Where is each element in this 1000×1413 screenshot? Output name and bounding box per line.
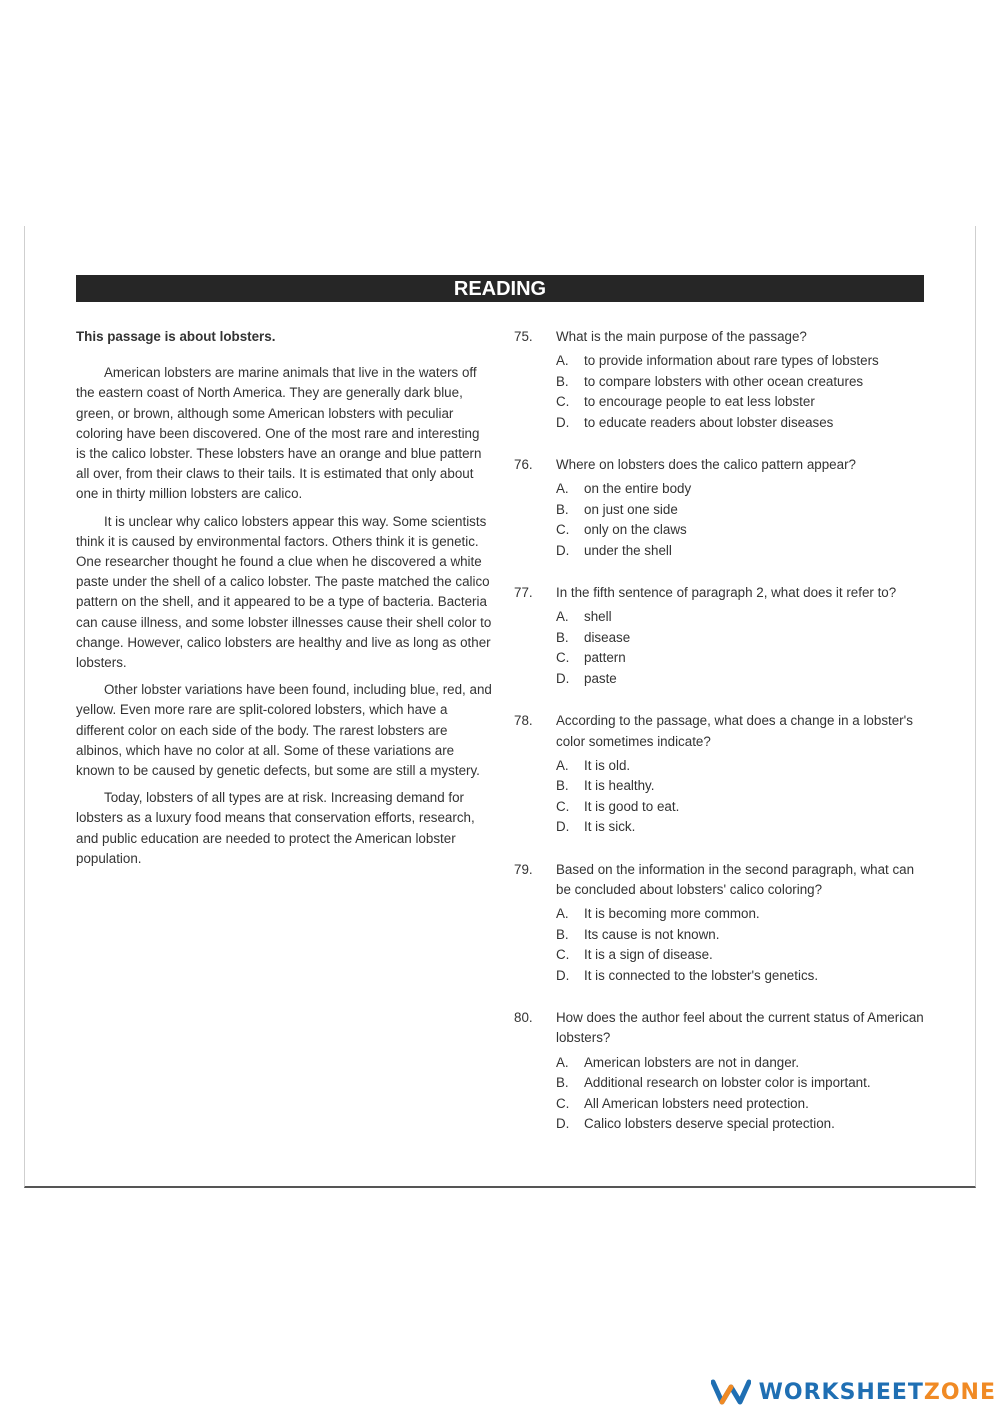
option-letter: B.	[556, 778, 569, 794]
option-letter: A.	[556, 757, 569, 773]
option-letter: D.	[556, 1116, 570, 1131]
answer-option[interactable]	[514, 520, 924, 540]
option-letter: C.	[556, 1095, 570, 1111]
answer-option[interactable]	[514, 776, 924, 796]
option-text: American lobsters are not in danger.	[584, 1054, 800, 1070]
question-80	[514, 1008, 924, 1134]
option-text: It is good to eat.	[584, 798, 680, 814]
question-76	[514, 455, 924, 561]
option-text: to compare lobsters with other ocean creatures	[584, 373, 864, 389]
answer-option[interactable]	[514, 628, 924, 648]
answer-option[interactable]	[514, 351, 924, 371]
question-number: 77.	[514, 585, 533, 601]
question-78	[514, 711, 924, 837]
answer-option[interactable]	[514, 817, 924, 837]
option-letter: B.	[556, 926, 569, 942]
option-letter: C.	[556, 394, 570, 410]
option-letter: D.	[556, 670, 570, 686]
passage-paragraph: Other lobster variations have been found, including blue, red, and yellow. Even more rare are split-colored lobsters, which have a different color on each side of the body. The rarest lobsters are albinos, which have no color at all. Some of these variations are known to be caused by genetic defects, but some are still a mystery.	[76, 682, 492, 779]
answer-option[interactable]	[514, 372, 924, 392]
question-text: How does the author feel about the current status of American lobsters?	[556, 1009, 924, 1046]
option-text: It is becoming more common.	[584, 906, 760, 922]
brand-name-part1: WORKSHEET	[758, 1379, 924, 1405]
answer-option[interactable]	[514, 1073, 924, 1093]
question-text: Where on lobsters does the calico pattern appear?	[556, 457, 856, 473]
option-text: It is healthy.	[584, 778, 655, 794]
option-letter: A.	[556, 1054, 569, 1070]
question-text: According to the passage, what does a change in a lobster's color sometimes indicate?	[556, 713, 913, 749]
option-text: on just one side	[584, 501, 678, 517]
answer-option[interactable]	[514, 392, 924, 412]
option-text: under the shell	[584, 542, 672, 558]
option-text: It is old.	[584, 757, 631, 773]
option-text: It is a sign of disease.	[584, 947, 713, 963]
brand-name	[759, 1380, 996, 1405]
option-text: shell	[584, 609, 612, 625]
option-text: Additional research on lobster color is important.	[584, 1075, 871, 1091]
option-text: Its cause is not known.	[584, 926, 720, 942]
option-text: pattern	[584, 650, 626, 666]
option-letter: A.	[556, 906, 569, 922]
option-letter: D.	[556, 967, 570, 983]
question-number: 76.	[514, 457, 533, 473]
answer-option[interactable]	[514, 945, 924, 965]
question-number: 75.	[514, 329, 533, 344]
option-letter: A.	[556, 353, 569, 369]
option-text: to educate readers about lobster diseases	[584, 414, 834, 430]
option-text: It is sick.	[584, 819, 636, 835]
option-text: It is connected to the lobster's genetics.	[584, 967, 819, 983]
option-text: Calico lobsters deserve special protection.	[584, 1116, 835, 1131]
question-77	[514, 583, 924, 689]
passage-paragraph: American lobsters are marine animals that live in the waters off the eastern coast of North America. They are generally dark blue, green, or brown, although some American lobsters with peculiar coloring have been discovered. One of the most rare and interesting is the calico lobster. These lobsters have an orange and blue pattern all over, from their claws to their tails. It is estimated that only about one in thirty million lobsters are calico.	[76, 365, 482, 502]
answer-option[interactable]	[514, 1053, 924, 1073]
answer-option[interactable]	[514, 904, 924, 924]
option-text: All American lobsters need protection.	[584, 1095, 809, 1111]
answer-option[interactable]	[514, 413, 924, 433]
answer-option[interactable]	[514, 797, 924, 817]
option-letter: C.	[556, 798, 570, 814]
option-text: paste	[584, 670, 617, 686]
option-text: disease	[584, 629, 631, 645]
option-letter: C.	[556, 522, 570, 538]
question-text: Based on the information in the second paragraph, what can be concluded about lobsters' calico coloring?	[556, 861, 915, 897]
option-text: to encourage people to eat less lobster	[584, 394, 815, 410]
passage-paragraph: It is unclear why calico lobsters appear this way. Some scientists think it is caused by environmental factors. Others think it is genetic. One researcher thought he found a clue when he discovered a white paste under the shell of a calico lobster. The paste matched the calico pattern on the shell, and it appeared to be a type of bacteria. Bacteria can cause illness, and some lobster illnesses cause their shell color to change. However, calico lobsters are healthy and live as long as other lobsters.	[76, 513, 492, 671]
option-letter: C.	[556, 650, 570, 666]
option-text: on the entire body	[584, 481, 692, 497]
brand-name-part2: ZONE	[923, 1379, 996, 1405]
option-letter: B.	[556, 629, 569, 645]
option-text: only on the claws	[584, 522, 687, 538]
answer-option[interactable]	[514, 756, 924, 776]
option-letter: D.	[556, 542, 570, 558]
question-79	[514, 860, 924, 986]
question-number: 78.	[514, 713, 533, 729]
option-letter: A.	[556, 481, 569, 497]
option-letter: C.	[556, 947, 570, 963]
option-letter: D.	[556, 414, 570, 430]
answer-option[interactable]	[514, 1114, 924, 1134]
question-text: In the fifth sentence of paragraph 2, what does it refer to?	[556, 585, 897, 601]
answer-option[interactable]	[514, 925, 924, 945]
reading-passage	[76, 327, 492, 876]
w-logo-icon	[711, 1379, 751, 1405]
question-number: 79.	[514, 861, 533, 877]
section-title: READING	[76, 275, 924, 302]
option-letter: B.	[556, 373, 569, 389]
answer-option[interactable]	[514, 966, 924, 986]
worksheetzone-watermark[interactable]	[711, 1377, 996, 1407]
option-letter: B.	[556, 501, 569, 517]
answer-option[interactable]	[514, 669, 924, 689]
option-letter: D.	[556, 819, 570, 835]
answer-option[interactable]	[514, 479, 924, 499]
answer-option[interactable]	[514, 648, 924, 668]
answer-option[interactable]	[514, 1094, 924, 1114]
question-75	[514, 327, 924, 433]
question-list	[514, 327, 924, 1156]
passage-intro: This passage is about lobsters.	[76, 329, 276, 344]
option-text: to provide information about rare types of lobsters	[584, 353, 879, 369]
option-letter: B.	[556, 1075, 569, 1091]
question-text: What is the main purpose of the passage?	[556, 329, 807, 344]
answer-option[interactable]	[514, 607, 924, 627]
question-number: 80.	[514, 1009, 533, 1025]
option-letter: A.	[556, 609, 569, 625]
answer-option[interactable]	[514, 541, 924, 561]
answer-option[interactable]	[514, 500, 924, 520]
passage-paragraph: Today, lobsters of all types are at risk. Increasing demand for lobsters as a luxury food means that conservation efforts, research, and public education are needed to protect the American lobster population.	[76, 790, 475, 866]
